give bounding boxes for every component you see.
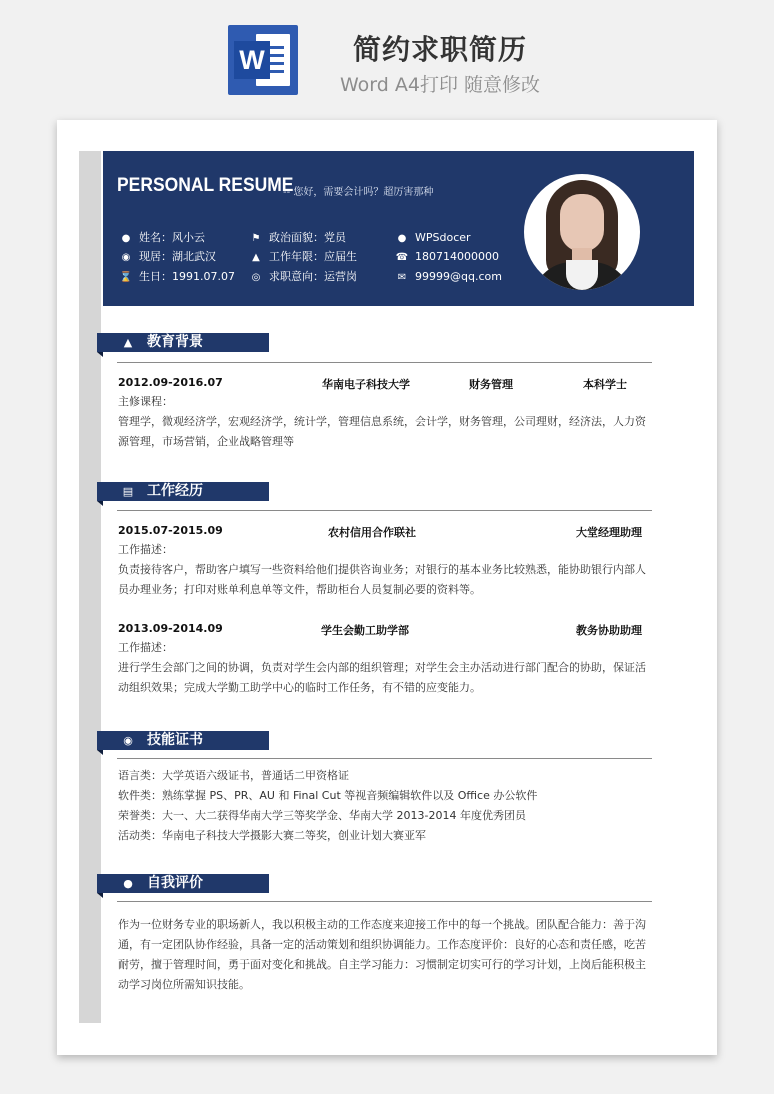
- location-pin-icon: ◉: [121, 252, 131, 263]
- edu-courses: 管理学，微观经济学，宏观经济学，统计学，管理信息系统，会计学，财务管理，公司理财，经济法，人力资源管理，市场营销，企业战略管理等: [118, 415, 646, 448]
- edu-major: 财务管理: [469, 378, 513, 391]
- resume-motto: -- 您好，需要会计吗？超厉害那种: [283, 187, 434, 198]
- target-icon: ◎: [251, 272, 261, 283]
- info-political: ⚑ 政治面貌：党员: [249, 231, 346, 245]
- resume-header: [103, 151, 694, 306]
- info-intention: ◎ 求职意向：运营岗: [249, 270, 357, 284]
- job-date: 2013.09-2014.09: [118, 622, 223, 635]
- graduation-cap-icon: ▲: [123, 336, 133, 349]
- banner-title: 简约求职简历: [352, 33, 527, 66]
- skill-line: 软件类：熟练掌握 PS、PR、AU 和 Final Cut 等视音频编辑软件以及 Office 办公软件: [118, 789, 538, 802]
- edu-school: 华南电子科技大学: [322, 378, 410, 391]
- hourglass-icon: ⌛: [119, 272, 133, 283]
- skill-line: 荣誉类：大一、大二获得华南大学三等奖学金、华南大学 2013-2014 年度优秀团员: [118, 809, 526, 822]
- skill-line: 语言类：大学英语六级证书，普通话二甲资格证: [118, 769, 349, 782]
- job-date: 2015.07-2015.09: [118, 524, 223, 537]
- flag-person-icon: ⚑: [251, 233, 261, 244]
- edu-courses-label: 主修课程：: [118, 395, 173, 408]
- section-divider: [117, 901, 652, 902]
- section-divider: [117, 362, 652, 363]
- edu-degree: 本科学士: [583, 378, 627, 391]
- word-doc-icon: [228, 25, 298, 95]
- section-divider: [117, 758, 652, 759]
- info-birthday: ⌛ 生日：1991.07.07: [119, 270, 235, 283]
- section-skills-header: ◉ 技能证书: [97, 731, 269, 750]
- mail-icon: ✉: [397, 272, 407, 283]
- profile-photo: [524, 174, 640, 290]
- section-self-header: ● 自我评价: [97, 874, 269, 893]
- self-evaluation-text: 作为一位财务专业的职场新人，我以积极主动的工作态度来迎接工作中的每一个挑战。团队配合能力：善于沟通，有一定团队协作经验，具备一定的活动策划和组织协调能力。工作态度评价：良好的心态和责任感，吃苦耐劳，擅于管理时间，勇于面对变化和挑战。自主学习能力：习惯制定切实可行的学习计划，上岗后能积极主动学习岗位所需知识技能。: [118, 918, 646, 991]
- job-role: 教务协助助理: [576, 624, 642, 637]
- job-desc-label: 工作描述：: [118, 543, 173, 556]
- person-icon: ●: [123, 877, 133, 890]
- job-desc: 负责接待客户，帮助客户填写一些资料给他们提供咨询业务；对银行的基本业务比较熟悉，能协助银行内部人员办理业务；打印对账单利息单等文件，帮助柜台人员复制必要的资料等。: [118, 563, 646, 596]
- pill-icon: ◉: [123, 734, 133, 747]
- job-desc: 进行学生会部门之间的协调，负责对学生会内部的组织管理；对学生会主办活动进行部门配合的协助，保证活动组织效果；完成大学勤工助学中心的临时工作任务，有不错的应变能力。: [118, 661, 646, 694]
- resume-title: PERSONAL RESUME: [117, 175, 294, 196]
- banner-subtitle: Word A4打印 随意修改: [339, 74, 540, 96]
- section-education-header: ▲ 教育背景: [97, 333, 269, 352]
- info-name: ● 姓名：风小云: [119, 231, 205, 245]
- section-work-header: ▤ 工作经历: [97, 482, 269, 501]
- word-letter: W: [234, 41, 270, 79]
- info-residence: ◉ 现居：湖北武汉: [119, 250, 216, 264]
- info-wechat: ● WPSdocer: [395, 231, 471, 245]
- resume-page: [57, 120, 717, 1055]
- phone-icon: ☎: [395, 252, 409, 263]
- info-work-years: ▲ 工作年限：应届生: [249, 250, 357, 264]
- top-banner: [0, 0, 774, 120]
- person-icon: ●: [121, 233, 131, 244]
- section-divider: [117, 510, 652, 511]
- job-desc-label: 工作描述：: [118, 641, 173, 654]
- edu-date: 2012.09-2016.07: [118, 376, 223, 389]
- group-icon: ▲: [252, 252, 260, 263]
- chat-bubble-icon: ●: [397, 233, 407, 244]
- info-email: ✉ 99999@qq.com: [395, 270, 502, 284]
- job-role: 大堂经理助理: [576, 526, 642, 539]
- skill-line: 活动类：华南电子科技大学摄影大赛二等奖，创业计划大赛亚军: [118, 829, 426, 842]
- job-org: 农村信用合作联社: [328, 526, 416, 539]
- job-org: 学生会勤工助学部: [321, 624, 409, 637]
- info-phone: ☎ 18071400000​0: [395, 250, 499, 263]
- bar-chart-icon: ▤: [122, 485, 134, 498]
